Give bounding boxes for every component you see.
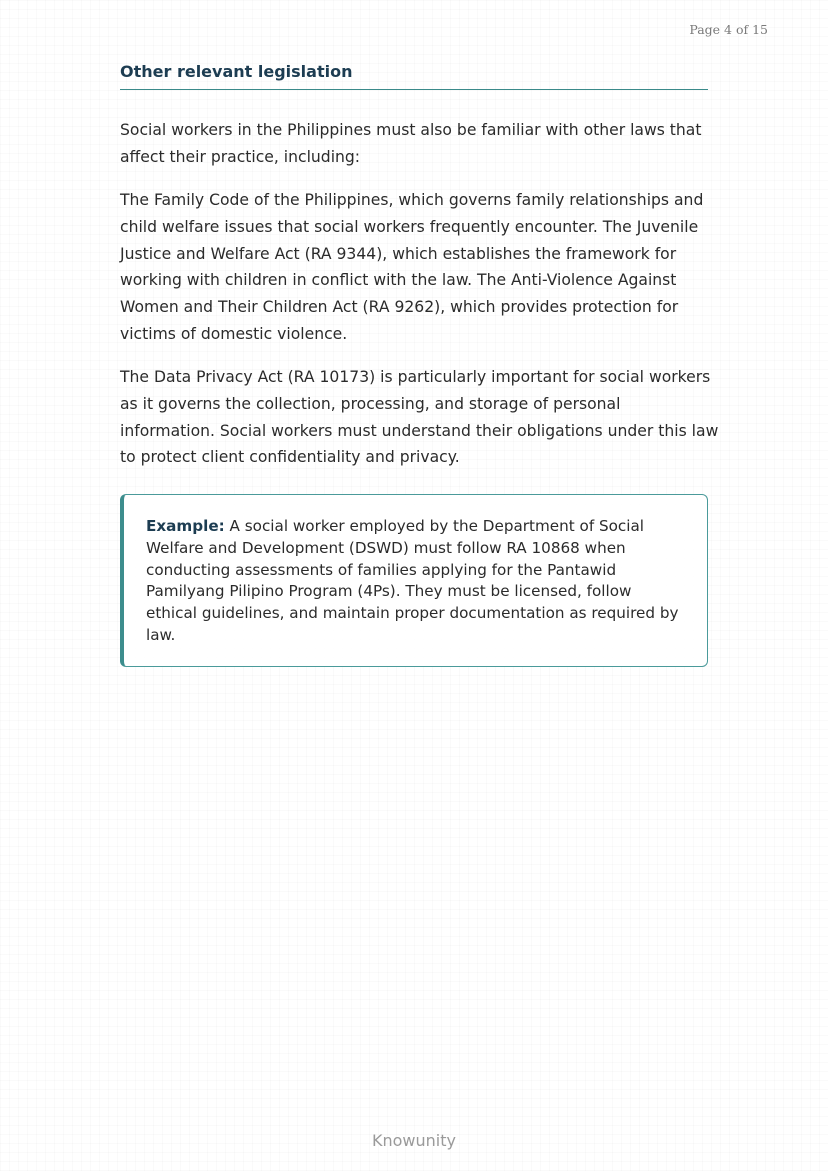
example-label: Example:: [146, 517, 225, 535]
example-text: [146, 516, 687, 647]
intro-paragraph: Social workers in the Philippines must also be familiar with other laws that affect their practice, including:: [120, 121, 702, 166]
footer-brand: Knowunity: [372, 1131, 456, 1150]
example-callout: [120, 494, 708, 667]
example-body: A social worker employed by the Department of Social Welfare and Development (DSWD) must follow RA 10868 when conducting assessments of families applying for the Pantawid Pamilyang Pilipino Program (4Ps). They must be licensed, follow ethical guidelines, and maintain proper documentation as required by law.: [146, 517, 679, 644]
section-heading: Other relevant legislation: [120, 62, 708, 90]
legislation-paragraph: The Family Code of the Philippines, which governs family relationships and child welfare issues that social workers frequently encounter. The Juvenile Justice and Welfare Act (RA 9344), which establishes the framework for working with children in conflict with the law. The Anti-Violence Against Women and Their Children Act (RA 9262), which provides protection for victims of domestic violence.: [120, 191, 704, 343]
page-number: Page 4 of 15: [689, 22, 768, 37]
data-privacy-paragraph: The Data Privacy Act (RA 10173) is particularly important for social workers as it governs the collection, processing, and storage of personal information. Social workers must understand their obligations under this law to protect client confidentiality and privacy.: [120, 368, 719, 467]
